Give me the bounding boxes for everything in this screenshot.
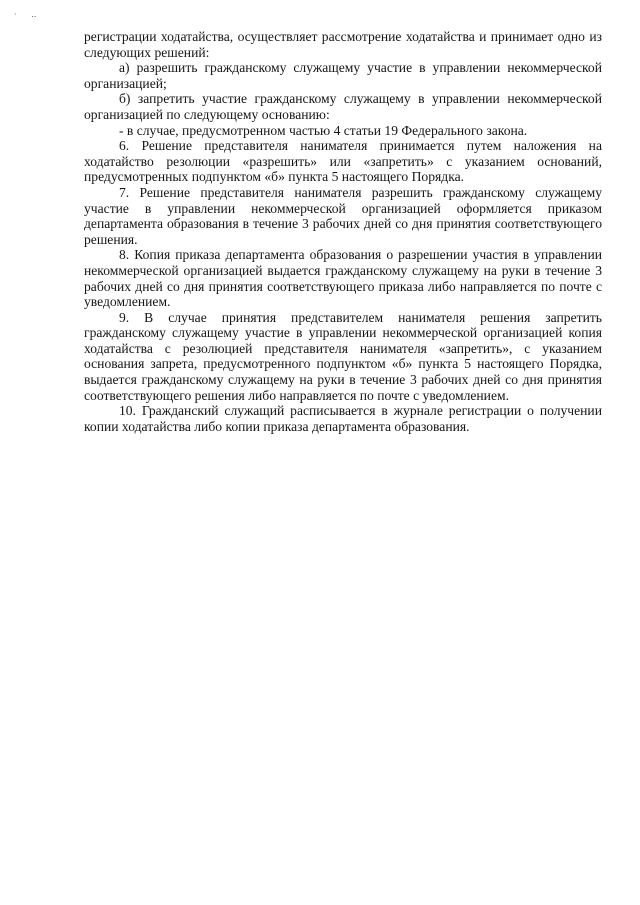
paragraph-option-b: б) запретить участие гражданскому служащему в управлении некоммерческой организацией по следующему основанию: [84, 91, 602, 122]
paragraph-basis: - в случае, предусмотренном частью 4 статьи 19 Федерального закона. [119, 122, 528, 138]
paragraph-8: 8. Копия приказа департамента образования о разрешении участия в управлении некоммерческой организацией выдается гражданскому служащему на руки в течение 3 рабочих дней со дня принятия соответствующего приказа либо направляется по почте с уведомлением. [84, 247, 602, 310]
paragraph-intro: регистрации ходатайства, осуществляет рассмотрение ходатайства и принимает одно из следующих решений: [84, 29, 602, 60]
paragraph-option-a: а) разрешить гражданскому служащему участие в управлении некоммерческой организацией; [84, 60, 602, 91]
paragraph-6: 6. Решение представителя нанимателя принимается путем наложения на ходатайство резолюции «разрешить» или «запретить» с указанием оснований, предусмотренных подпунктом «б» пункта 5 настоящего Порядка. [84, 138, 602, 185]
document-body [84, 29, 602, 434]
paragraph-7: 7. Решение представителя нанимателя разрешить гражданскому служащему участие в управлении некоммерческой организацией оформляется приказом департамента образования в течение 3 рабочих дней со дня принятия соответствующего решения. [84, 184, 602, 247]
paragraph-9: 9. В случае принятия представителем нанимателя решения запретить гражданскому служащему участие в управлении некоммерческой организацией копия ходатайства с резолюцией представителя нанимателя «запретить», с указанием основания запрета, предусмотренного подпунктом «б» пункта 5 настоящего Порядка, выдается гражданскому служащему на руки в течение 3 рабочих дней со дня принятия соответствующего решения либо направляется по почте с уведомлением. [84, 309, 602, 403]
scan-marks: · ‥ [14, 10, 43, 19]
paragraph-10: 10. Гражданский служащий расписывается в журнале регистрации о получении копии ходатайства либо копии приказа департамента образования. [84, 403, 602, 434]
